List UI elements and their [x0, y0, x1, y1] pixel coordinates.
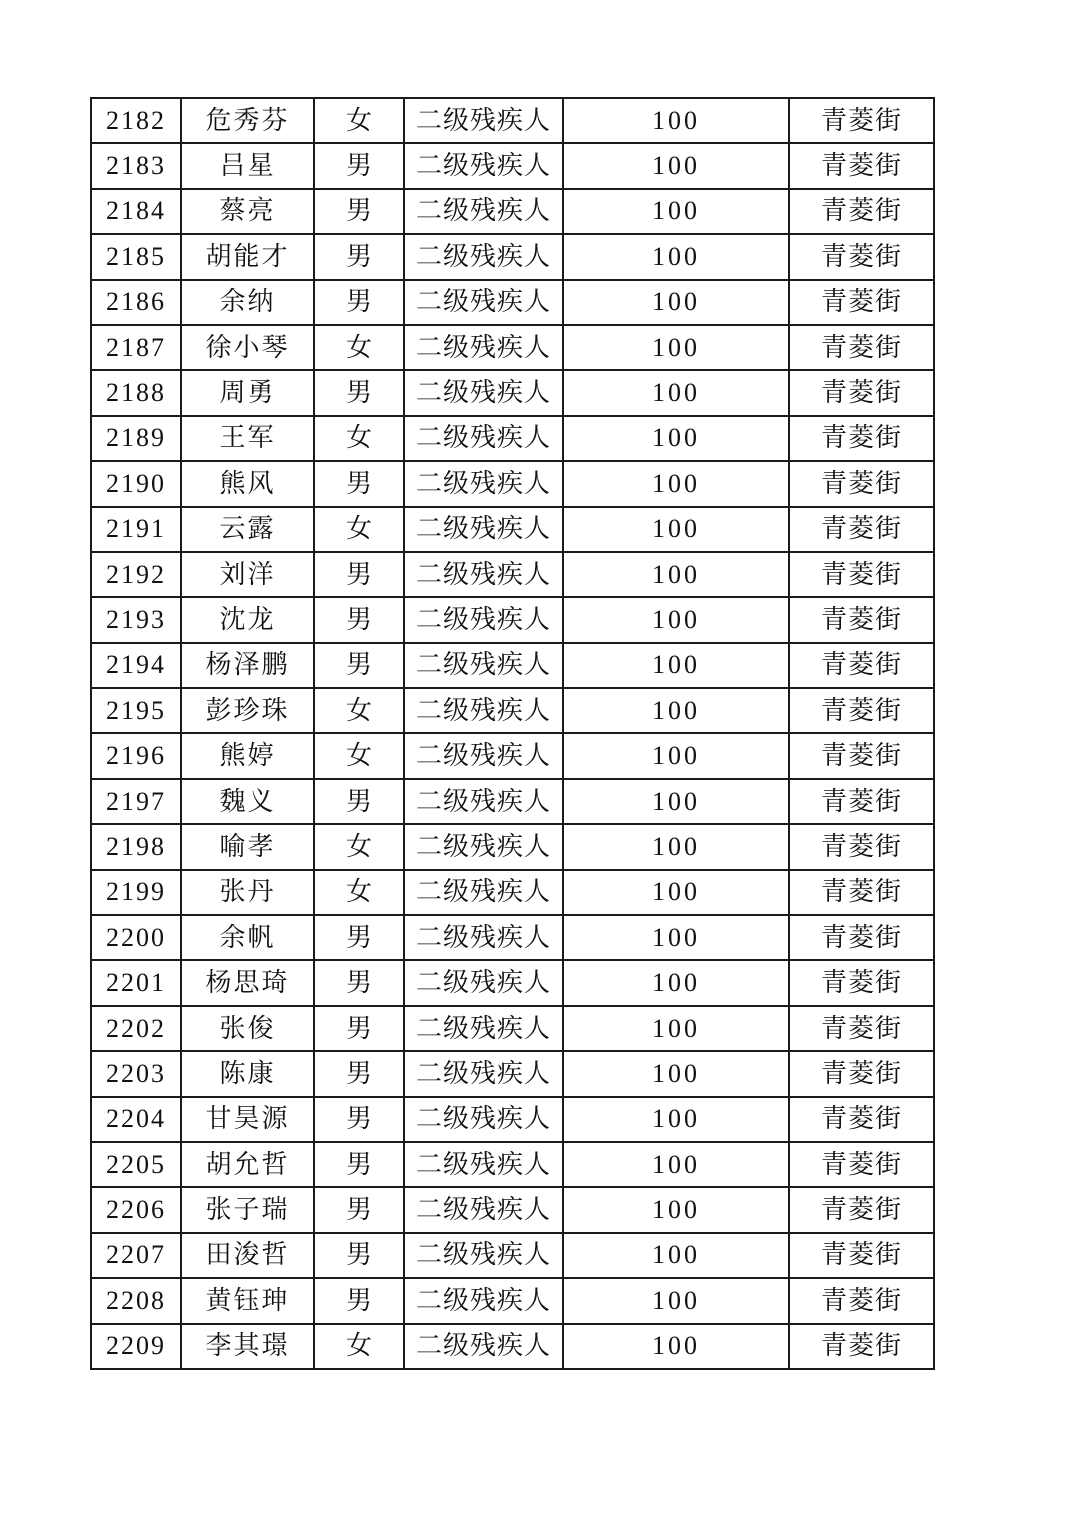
disability-level-cell: 二级残疾人 [404, 688, 563, 733]
gender-cell: 女 [314, 325, 404, 370]
table-row [91, 552, 934, 597]
table-row [91, 1233, 934, 1278]
table-row [91, 98, 934, 143]
amount-cell: 100 [563, 733, 789, 778]
street-cell: 青菱街 [789, 189, 934, 234]
disability-level-cell: 二级残疾人 [404, 1324, 563, 1369]
gender-cell: 男 [314, 280, 404, 325]
table-row [91, 733, 934, 778]
amount-cell: 100 [563, 98, 789, 143]
amount-cell: 100 [563, 1097, 789, 1142]
street-cell: 青菱街 [789, 960, 934, 1005]
disability-level-cell: 二级残疾人 [404, 507, 563, 552]
street-cell: 青菱街 [789, 1097, 934, 1142]
disability-level-cell: 二级残疾人 [404, 1187, 563, 1232]
street-cell: 青菱街 [789, 733, 934, 778]
record-number-cell: 2197 [91, 779, 181, 824]
street-cell: 青菱街 [789, 597, 934, 642]
gender-cell: 女 [314, 1324, 404, 1369]
gender-cell: 男 [314, 597, 404, 642]
person-name-cell: 田浚哲 [181, 1233, 314, 1278]
record-number-cell: 2185 [91, 234, 181, 279]
table-row [91, 870, 934, 915]
gender-cell: 女 [314, 98, 404, 143]
gender-cell: 女 [314, 733, 404, 778]
person-name-cell: 陈康 [181, 1051, 314, 1096]
street-cell: 青菱街 [789, 461, 934, 506]
disability-level-cell: 二级残疾人 [404, 960, 563, 1005]
table-row [91, 143, 934, 188]
street-cell: 青菱街 [789, 1233, 934, 1278]
person-name-cell: 余纳 [181, 280, 314, 325]
amount-cell: 100 [563, 1187, 789, 1232]
record-number-cell: 2201 [91, 960, 181, 1005]
disability-level-cell: 二级残疾人 [404, 643, 563, 688]
record-number-cell: 2183 [91, 143, 181, 188]
disability-level-cell: 二级残疾人 [404, 824, 563, 869]
street-cell: 青菱街 [789, 824, 934, 869]
table-row [91, 824, 934, 869]
table-row [91, 189, 934, 234]
disability-level-cell: 二级残疾人 [404, 1051, 563, 1096]
street-cell: 青菱街 [789, 915, 934, 960]
record-number-cell: 2208 [91, 1278, 181, 1323]
amount-cell: 100 [563, 280, 789, 325]
amount-cell: 100 [563, 143, 789, 188]
street-cell: 青菱街 [789, 98, 934, 143]
person-name-cell: 张俊 [181, 1006, 314, 1051]
gender-cell: 男 [314, 552, 404, 597]
gender-cell: 男 [314, 1187, 404, 1232]
gender-cell: 女 [314, 688, 404, 733]
roster-table-body [91, 98, 934, 1369]
disability-level-cell: 二级残疾人 [404, 325, 563, 370]
person-name-cell: 甘昊源 [181, 1097, 314, 1142]
amount-cell: 100 [563, 1051, 789, 1096]
amount-cell: 100 [563, 461, 789, 506]
disability-level-cell: 二级残疾人 [404, 779, 563, 824]
record-number-cell: 2182 [91, 98, 181, 143]
street-cell: 青菱街 [789, 1006, 934, 1051]
disability-level-cell: 二级残疾人 [404, 280, 563, 325]
street-cell: 青菱街 [789, 1324, 934, 1369]
gender-cell: 男 [314, 915, 404, 960]
table-row [91, 1051, 934, 1096]
street-cell: 青菱街 [789, 416, 934, 461]
record-number-cell: 2196 [91, 733, 181, 778]
street-cell: 青菱街 [789, 688, 934, 733]
table-row [91, 325, 934, 370]
person-name-cell: 李其璟 [181, 1324, 314, 1369]
record-number-cell: 2200 [91, 915, 181, 960]
person-name-cell: 杨泽鹏 [181, 643, 314, 688]
amount-cell: 100 [563, 1142, 789, 1187]
record-number-cell: 2203 [91, 1051, 181, 1096]
record-number-cell: 2184 [91, 189, 181, 234]
person-name-cell: 熊风 [181, 461, 314, 506]
street-cell: 青菱街 [789, 779, 934, 824]
amount-cell: 100 [563, 1006, 789, 1051]
gender-cell: 女 [314, 416, 404, 461]
disability-level-cell: 二级残疾人 [404, 597, 563, 642]
gender-cell: 女 [314, 824, 404, 869]
record-number-cell: 2193 [91, 597, 181, 642]
amount-cell: 100 [563, 552, 789, 597]
disability-level-cell: 二级残疾人 [404, 1233, 563, 1278]
person-name-cell: 沈龙 [181, 597, 314, 642]
street-cell: 青菱街 [789, 143, 934, 188]
street-cell: 青菱街 [789, 870, 934, 915]
disability-level-cell: 二级残疾人 [404, 915, 563, 960]
record-number-cell: 2194 [91, 643, 181, 688]
amount-cell: 100 [563, 915, 789, 960]
gender-cell: 男 [314, 189, 404, 234]
table-row [91, 960, 934, 1005]
person-name-cell: 魏义 [181, 779, 314, 824]
amount-cell: 100 [563, 416, 789, 461]
table-row [91, 507, 934, 552]
table-row [91, 1097, 934, 1142]
amount-cell: 100 [563, 643, 789, 688]
street-cell: 青菱街 [789, 280, 934, 325]
amount-cell: 100 [563, 779, 789, 824]
gender-cell: 男 [314, 1051, 404, 1096]
person-name-cell: 王军 [181, 416, 314, 461]
disability-level-cell: 二级残疾人 [404, 416, 563, 461]
table-row [91, 1324, 934, 1369]
table-row [91, 1142, 934, 1187]
street-cell: 青菱街 [789, 1187, 934, 1232]
record-number-cell: 2192 [91, 552, 181, 597]
record-number-cell: 2205 [91, 1142, 181, 1187]
disability-level-cell: 二级残疾人 [404, 189, 563, 234]
record-number-cell: 2207 [91, 1233, 181, 1278]
disability-level-cell: 二级残疾人 [404, 733, 563, 778]
gender-cell: 男 [314, 370, 404, 415]
street-cell: 青菱街 [789, 643, 934, 688]
record-number-cell: 2206 [91, 1187, 181, 1232]
amount-cell: 100 [563, 1278, 789, 1323]
amount-cell: 100 [563, 325, 789, 370]
record-number-cell: 2199 [91, 870, 181, 915]
amount-cell: 100 [563, 597, 789, 642]
person-name-cell: 黄钰珅 [181, 1278, 314, 1323]
gender-cell: 男 [314, 1278, 404, 1323]
record-number-cell: 2204 [91, 1097, 181, 1142]
disability-level-cell: 二级残疾人 [404, 1006, 563, 1051]
gender-cell: 男 [314, 1233, 404, 1278]
person-name-cell: 张子瑞 [181, 1187, 314, 1232]
amount-cell: 100 [563, 1324, 789, 1369]
amount-cell: 100 [563, 189, 789, 234]
gender-cell: 男 [314, 960, 404, 1005]
person-name-cell: 蔡亮 [181, 189, 314, 234]
gender-cell: 男 [314, 1097, 404, 1142]
table-row [91, 597, 934, 642]
record-number-cell: 2198 [91, 824, 181, 869]
amount-cell: 100 [563, 507, 789, 552]
table-row [91, 416, 934, 461]
table-row [91, 643, 934, 688]
street-cell: 青菱街 [789, 370, 934, 415]
table-row [91, 1278, 934, 1323]
amount-cell: 100 [563, 688, 789, 733]
roster-table [90, 97, 935, 1370]
gender-cell: 女 [314, 870, 404, 915]
person-name-cell: 彭珍珠 [181, 688, 314, 733]
amount-cell: 100 [563, 1233, 789, 1278]
record-number-cell: 2191 [91, 507, 181, 552]
table-row [91, 688, 934, 733]
person-name-cell: 余帆 [181, 915, 314, 960]
person-name-cell: 胡允哲 [181, 1142, 314, 1187]
gender-cell: 男 [314, 1142, 404, 1187]
person-name-cell: 胡能才 [181, 234, 314, 279]
disability-level-cell: 二级残疾人 [404, 370, 563, 415]
disability-level-cell: 二级残疾人 [404, 1142, 563, 1187]
disability-level-cell: 二级残疾人 [404, 1097, 563, 1142]
person-name-cell: 危秀芬 [181, 98, 314, 143]
record-number-cell: 2202 [91, 1006, 181, 1051]
person-name-cell: 吕星 [181, 143, 314, 188]
street-cell: 青菱街 [789, 1278, 934, 1323]
disability-level-cell: 二级残疾人 [404, 870, 563, 915]
person-name-cell: 喻孝 [181, 824, 314, 869]
gender-cell: 女 [314, 507, 404, 552]
person-name-cell: 杨思琦 [181, 960, 314, 1005]
record-number-cell: 2189 [91, 416, 181, 461]
record-number-cell: 2195 [91, 688, 181, 733]
table-row [91, 280, 934, 325]
amount-cell: 100 [563, 234, 789, 279]
gender-cell: 男 [314, 143, 404, 188]
disability-level-cell: 二级残疾人 [404, 234, 563, 279]
record-number-cell: 2188 [91, 370, 181, 415]
street-cell: 青菱街 [789, 507, 934, 552]
table-row [91, 370, 934, 415]
person-name-cell: 熊婷 [181, 733, 314, 778]
person-name-cell: 云露 [181, 507, 314, 552]
gender-cell: 男 [314, 1006, 404, 1051]
amount-cell: 100 [563, 870, 789, 915]
table-row [91, 779, 934, 824]
gender-cell: 男 [314, 461, 404, 506]
record-number-cell: 2186 [91, 280, 181, 325]
disability-level-cell: 二级残疾人 [404, 552, 563, 597]
record-number-cell: 2187 [91, 325, 181, 370]
person-name-cell: 周勇 [181, 370, 314, 415]
disability-level-cell: 二级残疾人 [404, 461, 563, 506]
street-cell: 青菱街 [789, 1051, 934, 1096]
disability-level-cell: 二级残疾人 [404, 98, 563, 143]
table-row [91, 1187, 934, 1232]
table-row [91, 1006, 934, 1051]
amount-cell: 100 [563, 824, 789, 869]
street-cell: 青菱街 [789, 325, 934, 370]
person-name-cell: 张丹 [181, 870, 314, 915]
gender-cell: 男 [314, 779, 404, 824]
record-number-cell: 2190 [91, 461, 181, 506]
amount-cell: 100 [563, 960, 789, 1005]
gender-cell: 男 [314, 234, 404, 279]
disability-level-cell: 二级残疾人 [404, 1278, 563, 1323]
disability-level-cell: 二级残疾人 [404, 143, 563, 188]
street-cell: 青菱街 [789, 1142, 934, 1187]
record-number-cell: 2209 [91, 1324, 181, 1369]
table-row [91, 234, 934, 279]
street-cell: 青菱街 [789, 234, 934, 279]
street-cell: 青菱街 [789, 552, 934, 597]
person-name-cell: 徐小琴 [181, 325, 314, 370]
person-name-cell: 刘洋 [181, 552, 314, 597]
amount-cell: 100 [563, 370, 789, 415]
gender-cell: 男 [314, 643, 404, 688]
table-row [91, 461, 934, 506]
table-row [91, 915, 934, 960]
